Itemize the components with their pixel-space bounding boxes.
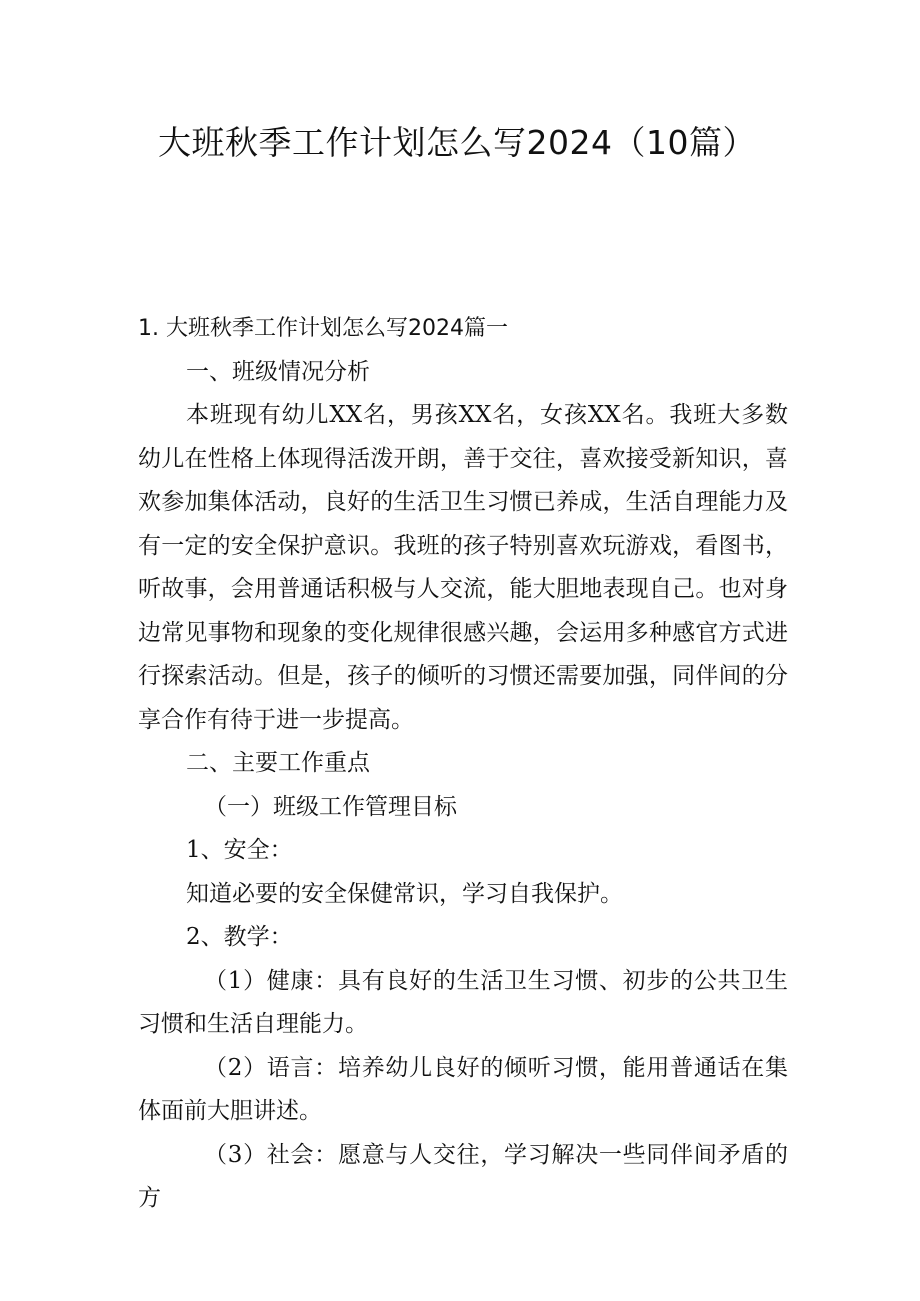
- heading-class-analysis: 一、班级情况分析: [186, 358, 370, 385]
- paragraph-class-analysis: 本班现有幼儿XX名，男孩XX名，女孩XX名。我班大多数幼儿在性格上体现得活泼开朗，善于交往，喜欢接受新知识，喜欢参加集体活动，良好的生活卫生习惯已养成，生活自理能力及有一定的安全保护意识。我班的孩子特别喜欢玩游戏，看图书，听故事，会用普通话积极与人交流，能大胆地表现自己。也对身边常见事物和现象的变化规律很感兴趣，会运用多种感官方式进行探索活动。但是，孩子的倾听的习惯还需要加强，同伴间的分享合作有待于进一步提高。: [138, 402, 788, 733]
- section-heading: 1. 大班秋季工作计划怎么写2024篇一: [138, 316, 508, 341]
- item-teaching: 2、教学：: [186, 924, 293, 950]
- heading-management-goals: （一）班级工作管理目标: [204, 793, 457, 820]
- item-safety: 1、安全：: [186, 837, 293, 863]
- heading-main-work: 二、主要工作重点: [186, 750, 370, 776]
- document-body: [138, 307, 788, 1221]
- paragraph-social: （3）社会：愿意与人交往，学习解决一些同伴间矛盾的方: [138, 1141, 788, 1211]
- paragraph-language: （2）语言：培养幼儿良好的倾听习惯，能用普通话在集体面前大胆讲述。: [138, 1054, 788, 1124]
- paragraph-health: （1）健康：具有良好的生活卫生习惯、初步的公共卫生习惯和生活自理能力。: [138, 967, 788, 1037]
- document-title: 大班秋季工作计划怎么写2024（10篇）: [158, 123, 756, 162]
- paragraph-safety: 知道必要的安全保健常识，学习自我保护。: [186, 880, 623, 907]
